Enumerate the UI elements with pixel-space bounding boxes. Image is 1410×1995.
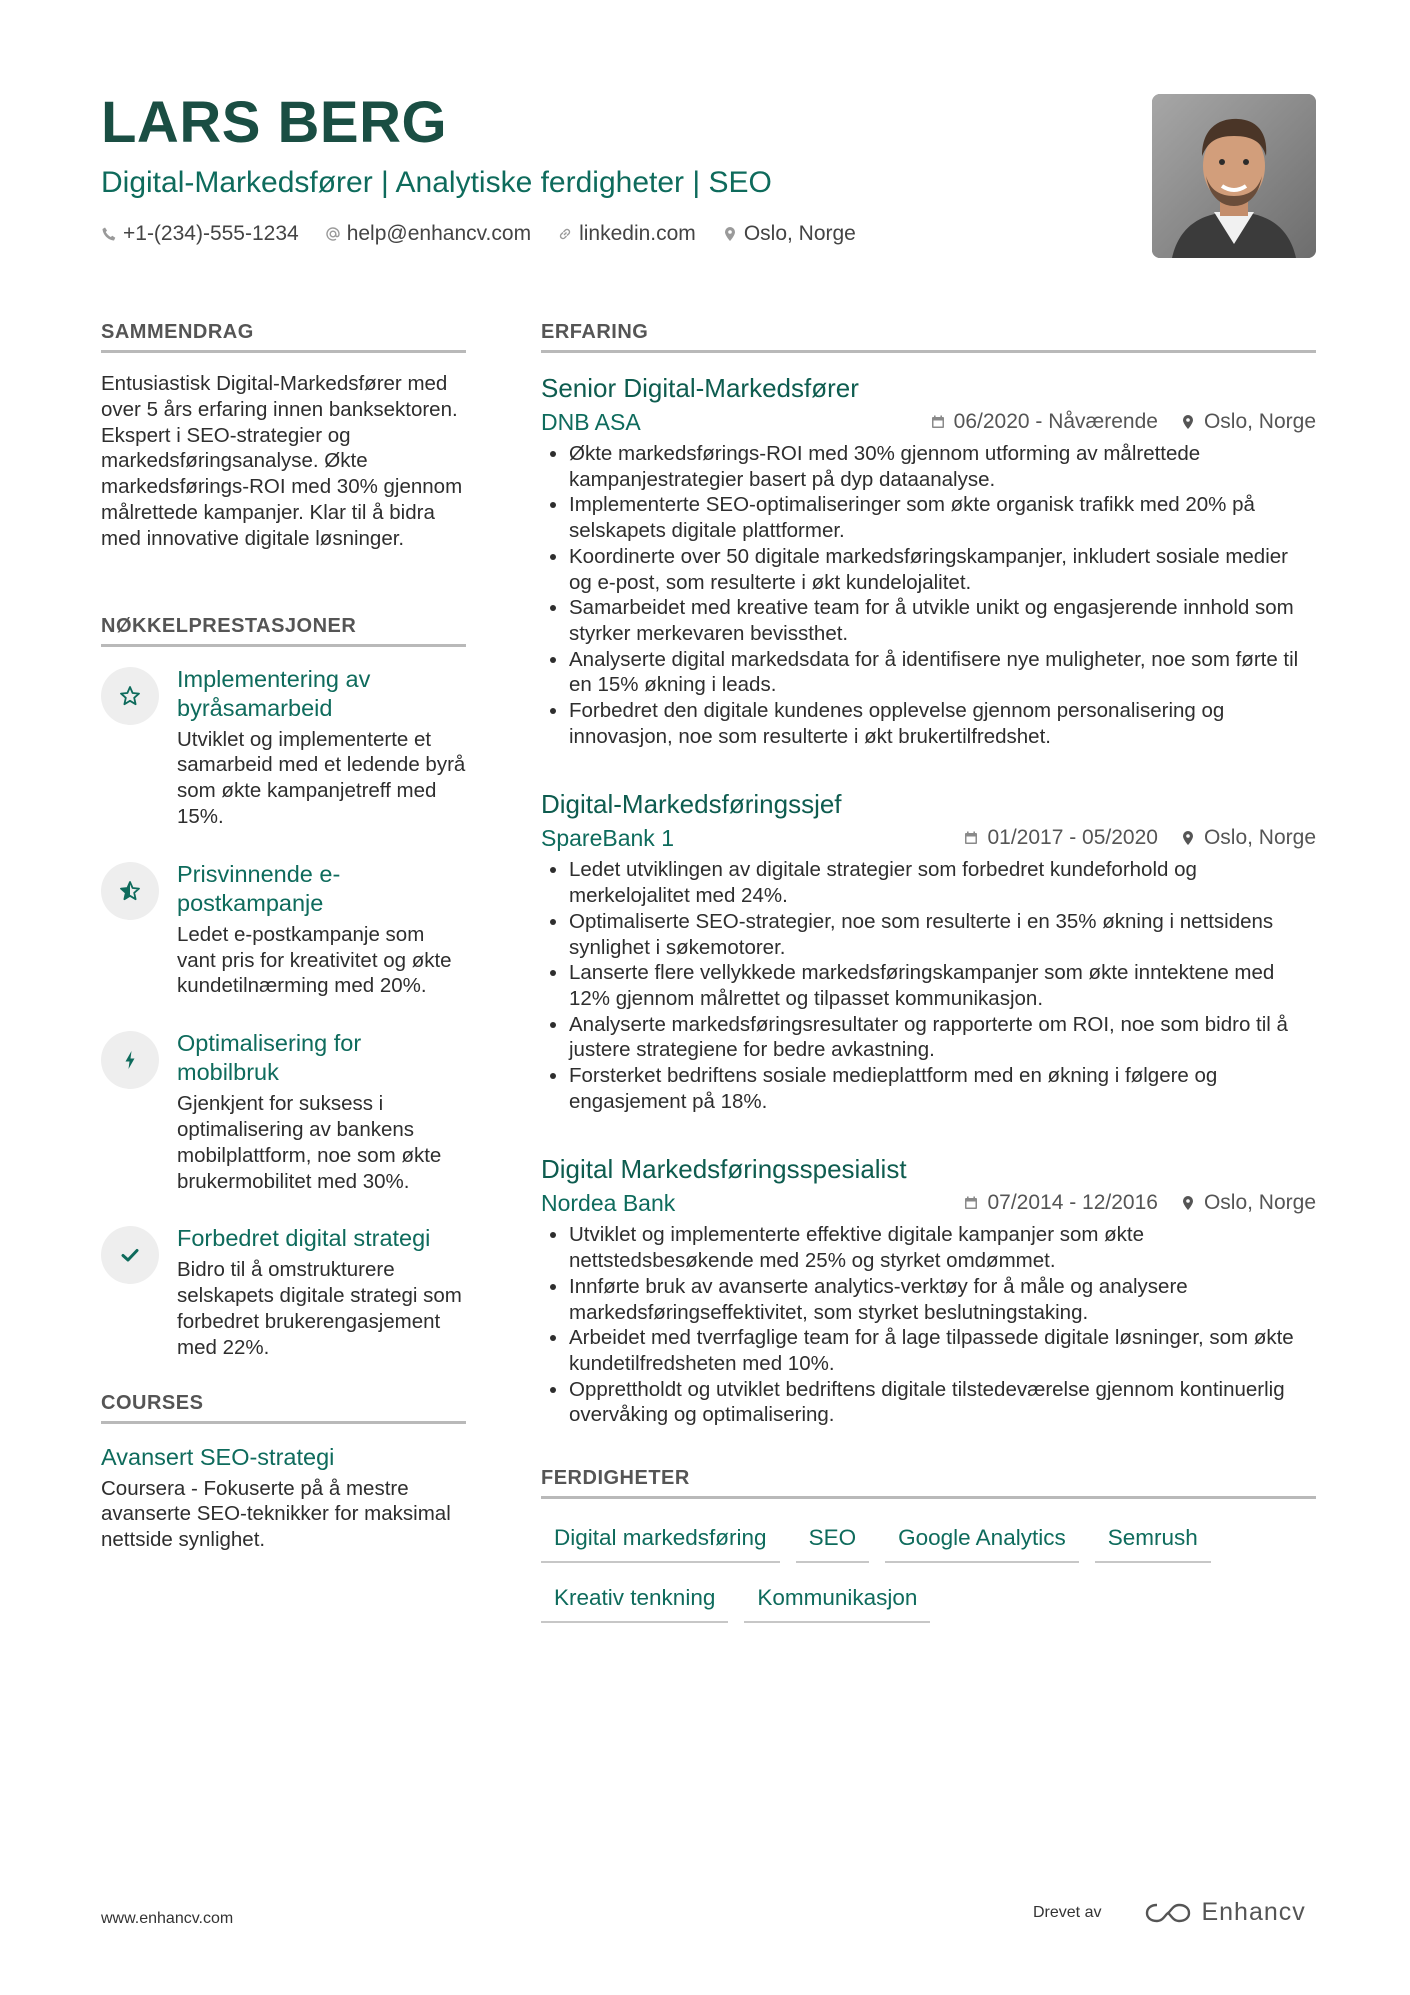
achievement-title: Optimalisering for mobilbruk [177,1030,362,1086]
calendar-icon [963,1195,979,1211]
job-company: Nordea Bank [541,1190,676,1217]
contact-email[interactable] [325,222,531,246]
job-title: Digital Markedsføringsspesialist [541,1154,907,1185]
at-icon [325,226,341,242]
achievement-desc: Utviklet og implementerte et samarbeid med et ledende byrå som økte kampanjetreff med 15%. [177,727,466,828]
calendar-icon [963,830,979,846]
footer-website[interactable]: www.enhancv.com [101,1910,234,1927]
achievement-icon-wrap [101,1226,159,1284]
location-text: Oslo, Norge [743,222,856,245]
candidate-title: Digital-Markedsfører | Analytiske ferdigheter | SEO [101,166,772,199]
brand-name: Enhancv [1201,1898,1306,1926]
bullet-item: • Analyserte markedsføringsresultater og rapporterte om ROI, noe som bidro til å justere strategiene for bedre avkastning. [569,1012,1316,1063]
bullet-item: • Opprettholdt og utviklet bedriftens digitale tilstedeværelse gjennom kontinuerlig overvåking og optimalisering. [569,1377,1316,1428]
skill-tag: Kreativ tenkning [541,1577,728,1623]
bullet-item: • Ledet utviklingen av digitale strategier som forbedret kundeforhold og merkelojalitet med 24%. [569,857,1316,908]
job-location: Oslo, Norge [1203,410,1316,433]
bullet-item: • Implementerte SEO-optimaliseringer som økte organisk trafikk med 20% på selskapets digitale plattformer. [569,492,1316,543]
achievement-desc: Ledet e-postkampanje som vant pris for kreativitet og økte kundetilnærming med 20%. [177,922,452,998]
enhancv-logo-icon [1145,1901,1191,1925]
bullet-item: • Analyserte digital markedsdata for å identifisere nye muligheter, noe som førte til en 15% økning i leads. [569,647,1316,698]
phone-text: +1-(234)-555-1234 [123,222,299,245]
phone-icon [101,226,117,242]
job-bullets [541,857,1316,1114]
achievement-desc: Bidro til å omstrukturere selskapets digitale strategi som forbedret brukerengasjement med 22%. [177,1258,462,1359]
experience-heading: ERFARING [541,320,1316,353]
left-column [101,320,466,1553]
skill-tag: Digital markedsføring [541,1517,780,1563]
job-company: DNB ASA [541,409,641,435]
job-entry [541,787,1316,1114]
achievement-item [101,1029,466,1194]
email-text: help@enhancv.com [346,222,532,245]
course-item [101,1442,466,1553]
contact-bar [101,222,1141,246]
link-icon [557,226,573,242]
skill-tag: Google Analytics [885,1517,1079,1563]
job-dates: 06/2020 - Nåværende [953,410,1158,433]
achievement-title: Forbedret digital strategi [177,1225,431,1252]
bullet-item: • Arbeidet med tverrfaglige team for å lage tilpassede digitale løsninger, som økte kundetilfredsheten med 10%. [569,1325,1316,1376]
course-desc: Coursera - Fokuserte på å mestre avanserte SEO-teknikker for maksimal nettside synlighet. [101,1476,451,1552]
achievement-icon-wrap [101,1031,159,1089]
bullet-item: • Forbedret den digitale kundenes opplevelse gjennom personalisering og innovasjon, noe som resulterte i økt brukertilfredshet. [569,698,1316,749]
footer-brand [1033,1898,1306,1927]
bullet-item: • Økte markedsførings-ROI med 30% gjennom utforming av målrettede kampanjestrategier basert på dyp dataanalyse. [569,441,1316,492]
achievement-title: Prisvinnende e-postkampanje [177,860,341,916]
achievement-desc: Gjenkjent for suksess i optimalisering av bankens mobilplattform, noe som økte brukermobilitet med 30%. [177,1092,442,1193]
job-location: Oslo, Norge [1203,1191,1316,1215]
location-pin-icon [1180,830,1196,846]
course-title: Avansert SEO-strategi [101,1443,335,1470]
powered-by-label: Drevet av [1033,1903,1102,1921]
achievement-item [101,1224,466,1360]
courses-heading: COURSES [101,1391,466,1424]
achievement-icon-wrap [101,667,159,725]
location-pin-icon [722,226,738,242]
contact-phone [101,222,299,246]
job-company: SpareBank 1 [541,825,674,852]
bullet-item: • Samarbeidet med kreative team for å utvikle unikt og engasjerende innhold som styrker merkevaren bevissthet. [569,595,1316,646]
job-title: Digital-Markedsføringssjef [541,789,842,820]
job-entry [541,1152,1316,1428]
bullet-item: • Koordinerte over 50 digitale markedsføringskampanjer, inkludert sosiale medier og e-post, som resulterte i økt kundelojalitet. [569,544,1316,595]
job-dates: 01/2017 - 05/2020 [987,826,1158,850]
location-pin-icon [1180,414,1196,430]
linkedin-text: linkedin.com [579,222,696,245]
job-bullets [541,1222,1316,1428]
achievements-heading: NØKKELPRESTASJONER [101,614,466,647]
skill-tag: Kommunikasjon [744,1577,930,1623]
bullet-item: • Optimaliserte SEO-strategier, noe som resulterte i en 35% økning i nettsidens synlighet i søkemotorer. [569,909,1316,960]
job-dates: 07/2014 - 12/2016 [987,1191,1158,1215]
achievement-item [101,665,466,830]
skills-list [541,1517,1321,1623]
job-location: Oslo, Norge [1203,826,1316,850]
contact-linkedin[interactable] [557,222,696,246]
job-entry [541,371,1316,749]
bolt-icon [118,1048,142,1072]
star-outline-icon [118,684,142,708]
achievement-icon-wrap [101,862,159,920]
avatar-icon [1152,94,1316,258]
right-column [541,320,1316,1623]
enhancv-logo[interactable] [1145,1898,1305,1927]
calendar-icon [930,414,946,430]
achievement-item [101,860,466,999]
resume-header [101,88,1141,246]
location-pin-icon [1180,1195,1196,1211]
skills-section [541,1466,1316,1623]
skill-tag: SEO [796,1517,870,1563]
bullet-item: • Innførte bruk av avanserte analytics-verktøy for å måle og analysere markedsføringseffektivitet, som styrket beslutningstaking. [569,1274,1316,1325]
job-bullets [541,441,1316,749]
star-half-icon [118,879,142,903]
candidate-name: LARS BERG [101,90,448,155]
bullet-item: • Utviklet og implementerte effektive digitale kampanjer som økte nettstedsbesøkende med 25% og styrket omdømmet. [569,1222,1316,1273]
summary-heading: SAMMENDRAG [101,320,466,353]
job-title: Senior Digital-Markedsfører [541,373,859,403]
contact-location [722,222,856,246]
achievement-title: Implementering av byråsamarbeid [177,665,371,721]
check-icon [118,1243,142,1267]
skill-tag: Semrush [1095,1517,1211,1563]
bullet-item: • Forsterket bedriftens sosiale medieplattform med en økning i følgere og engasjement på 18%. [569,1063,1316,1114]
bullet-item: • Lanserte flere vellykkede markedsføringskampanjer som økte inntektene med 12% gjennom målrettet og tilpasset kommunikasjon. [569,960,1316,1011]
achievements-list [101,665,466,1361]
profile-photo [1152,94,1316,258]
summary-text: Entusiastisk Digital-Markedsfører med over 5 års erfaring innen banksektoren. Ekspert i SEO-strategier og markedsføringsanalyse. Økte markedsførings-ROI med 30% gjennom målrettede kampanjer. Klar til å bidra med innovative digitale løsninger. [101,372,463,550]
skills-heading: FERDIGHETER [541,1466,1316,1499]
